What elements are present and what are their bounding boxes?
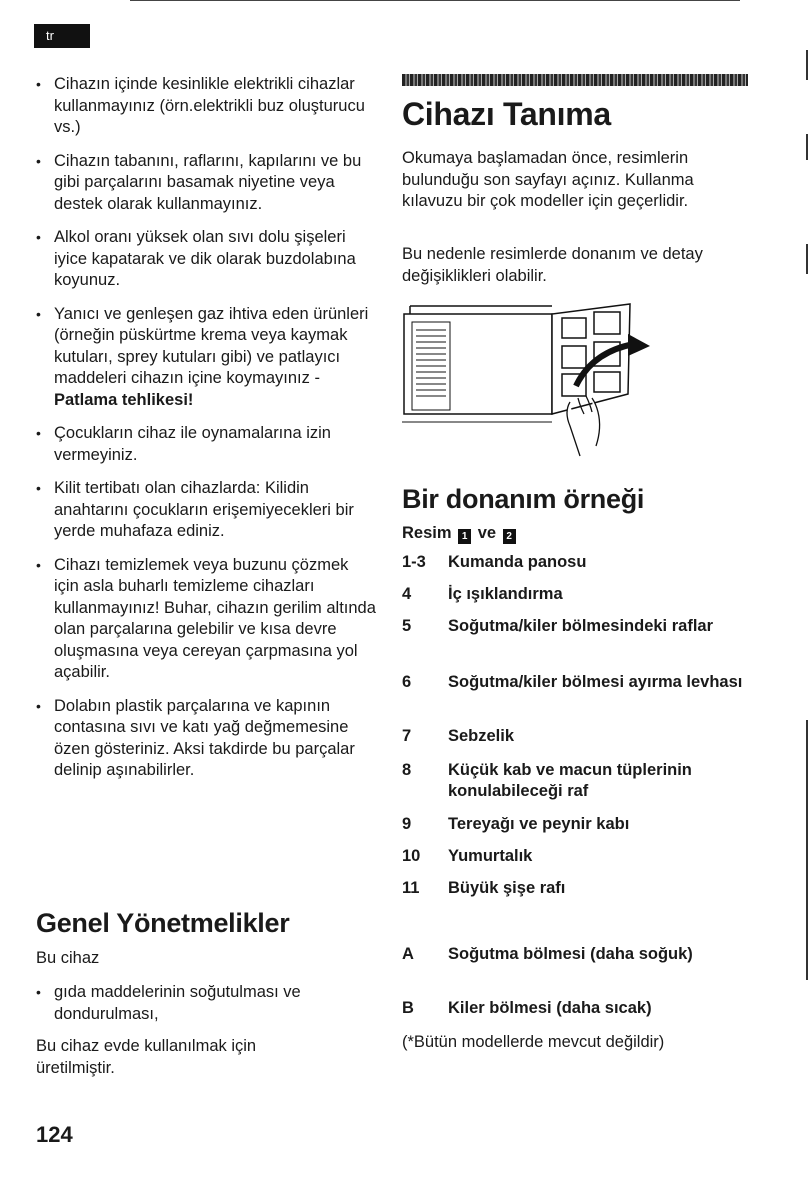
variation-paragraph: Bu nedenle resimlerde donanım ve detay değişiklikleri olabilir.	[402, 245, 703, 285]
part-label: Büyük şişe rafı	[448, 879, 566, 897]
part-label: Yumurtalık	[448, 847, 533, 865]
part-number: 1-3	[402, 553, 426, 571]
margin-mark	[806, 720, 808, 980]
top-rule	[130, 0, 740, 1]
language-badge: tr	[34, 24, 90, 48]
list-item: • Cihazın tabanını, raflarını, kapılarını ve bu gibi parçalarını basamak niyetine veya destek olarak kullanmayınız.	[36, 151, 376, 216]
part-label: Küçük kab ve macun tüplerinin konulabileceği raf	[448, 761, 692, 800]
safety-bullet-list	[36, 74, 376, 782]
part-label: Soğutma bölmesi (daha soğuk)	[448, 945, 693, 963]
list-item: • Alkol oranı yüksek olan sıvı dolu şişeleri iyice kapatarak ve dik olarak buzdolabına koyunuz.	[36, 227, 376, 292]
figure-ref-middle: ve	[477, 524, 497, 542]
general-outro: Bu cihaz evde kullanılmak için üretilmiştir.	[36, 1037, 257, 1077]
list-item-flammable	[36, 304, 376, 412]
page-title: Cihazı Tanıma	[402, 96, 611, 132]
part-number: 10	[402, 847, 421, 865]
manual-illustration	[402, 302, 662, 462]
list-item: • Cihazı temizlemek veya buzunu çözmek için asla buharlı temizleme cihazları kullanmayınız! Buhar, cihazın gerilim altında olan parçalarına gelebilir ve kısa devre oluşmasına veya cereyan çarpmasına yol açabilir.	[36, 555, 376, 684]
section-bar	[402, 74, 748, 86]
part-number: 4	[402, 585, 412, 603]
part-number: 7	[402, 727, 412, 745]
general-regulations-heading: Genel Yönetmelikler	[36, 908, 290, 938]
part-number: 6	[402, 673, 412, 691]
part-number: A	[402, 945, 414, 963]
margin-mark	[806, 244, 808, 274]
part-number: 8	[402, 761, 412, 779]
figure-ref-prefix: Resim	[402, 524, 452, 542]
figure-1-badge: 1	[458, 529, 471, 544]
part-label: Soğutma/kiler bölmesindeki raflar	[448, 617, 713, 635]
part-number: 11	[402, 879, 420, 897]
part-number: 9	[402, 815, 412, 833]
general-bullet-list	[36, 982, 356, 1037]
general-intro: Bu cihaz	[36, 949, 100, 967]
flammable-text: Yanıcı ve genleşen gaz ihtiva eden ürünleri (örneğin püskürtme krema veya kaymak kutuları, sprey kutuları gibi) ve patlayıcı maddeleri cihazın içine koymayınız -	[54, 304, 369, 387]
figure-2-badge: 2	[503, 529, 516, 544]
part-label: Sebzelik	[448, 727, 515, 745]
part-number: 5	[402, 617, 412, 635]
part-label: Kumanda panosu	[448, 553, 587, 571]
part-label: Soğutma/kiler bölmesi ayırma levhası	[448, 673, 743, 691]
list-item: • Kilit tertibatı olan cihazlarda: Kilidin anahtarını çocukların erişemiyecekleri bir yerde muhafaza ediniz.	[36, 478, 376, 543]
figure-reference	[402, 524, 518, 544]
page-number: 124	[36, 1122, 73, 1147]
availability-footnote: (*Bütün modellerde mevcut değildir)	[402, 1033, 665, 1051]
margin-mark	[806, 50, 808, 80]
list-item: • Cihazın içinde kesinlikle elektrikli cihazlar kullanmayınız (örn.elektrikli buz oluşturucu vs.)	[36, 74, 376, 139]
part-label: Kiler bölmesi (daha sıcak)	[448, 999, 652, 1017]
part-label: İç ışıklandırma	[448, 585, 563, 603]
part-number: B	[402, 999, 414, 1017]
list-item: • Dolabın plastik parçalarına ve kapının contasına sıvı ve katı yağ değmemesine özen gösteriniz. Aksi takdirde bu parçalar delinip aşınabilirler.	[36, 696, 376, 782]
margin-mark	[806, 134, 808, 160]
list-item: • gıda maddelerinin soğutulması ve dondurulması,	[36, 982, 356, 1025]
explosion-warning: Patlama tehlikesi!	[54, 390, 194, 409]
left-column	[36, 74, 376, 794]
list-item: • Çocukların cihaz ile oynamalarına izin vermeyiniz.	[36, 423, 376, 466]
part-label: Tereyağı ve peynir kabı	[448, 815, 630, 833]
intro-paragraph: Okumaya başlamadan önce, resimlerin bulunduğu son sayfayı açınız. Kullanma kılavuzu bir çok modeller için geçerlidir.	[402, 149, 694, 210]
equipment-example-heading: Bir donanım örneği	[402, 484, 645, 514]
